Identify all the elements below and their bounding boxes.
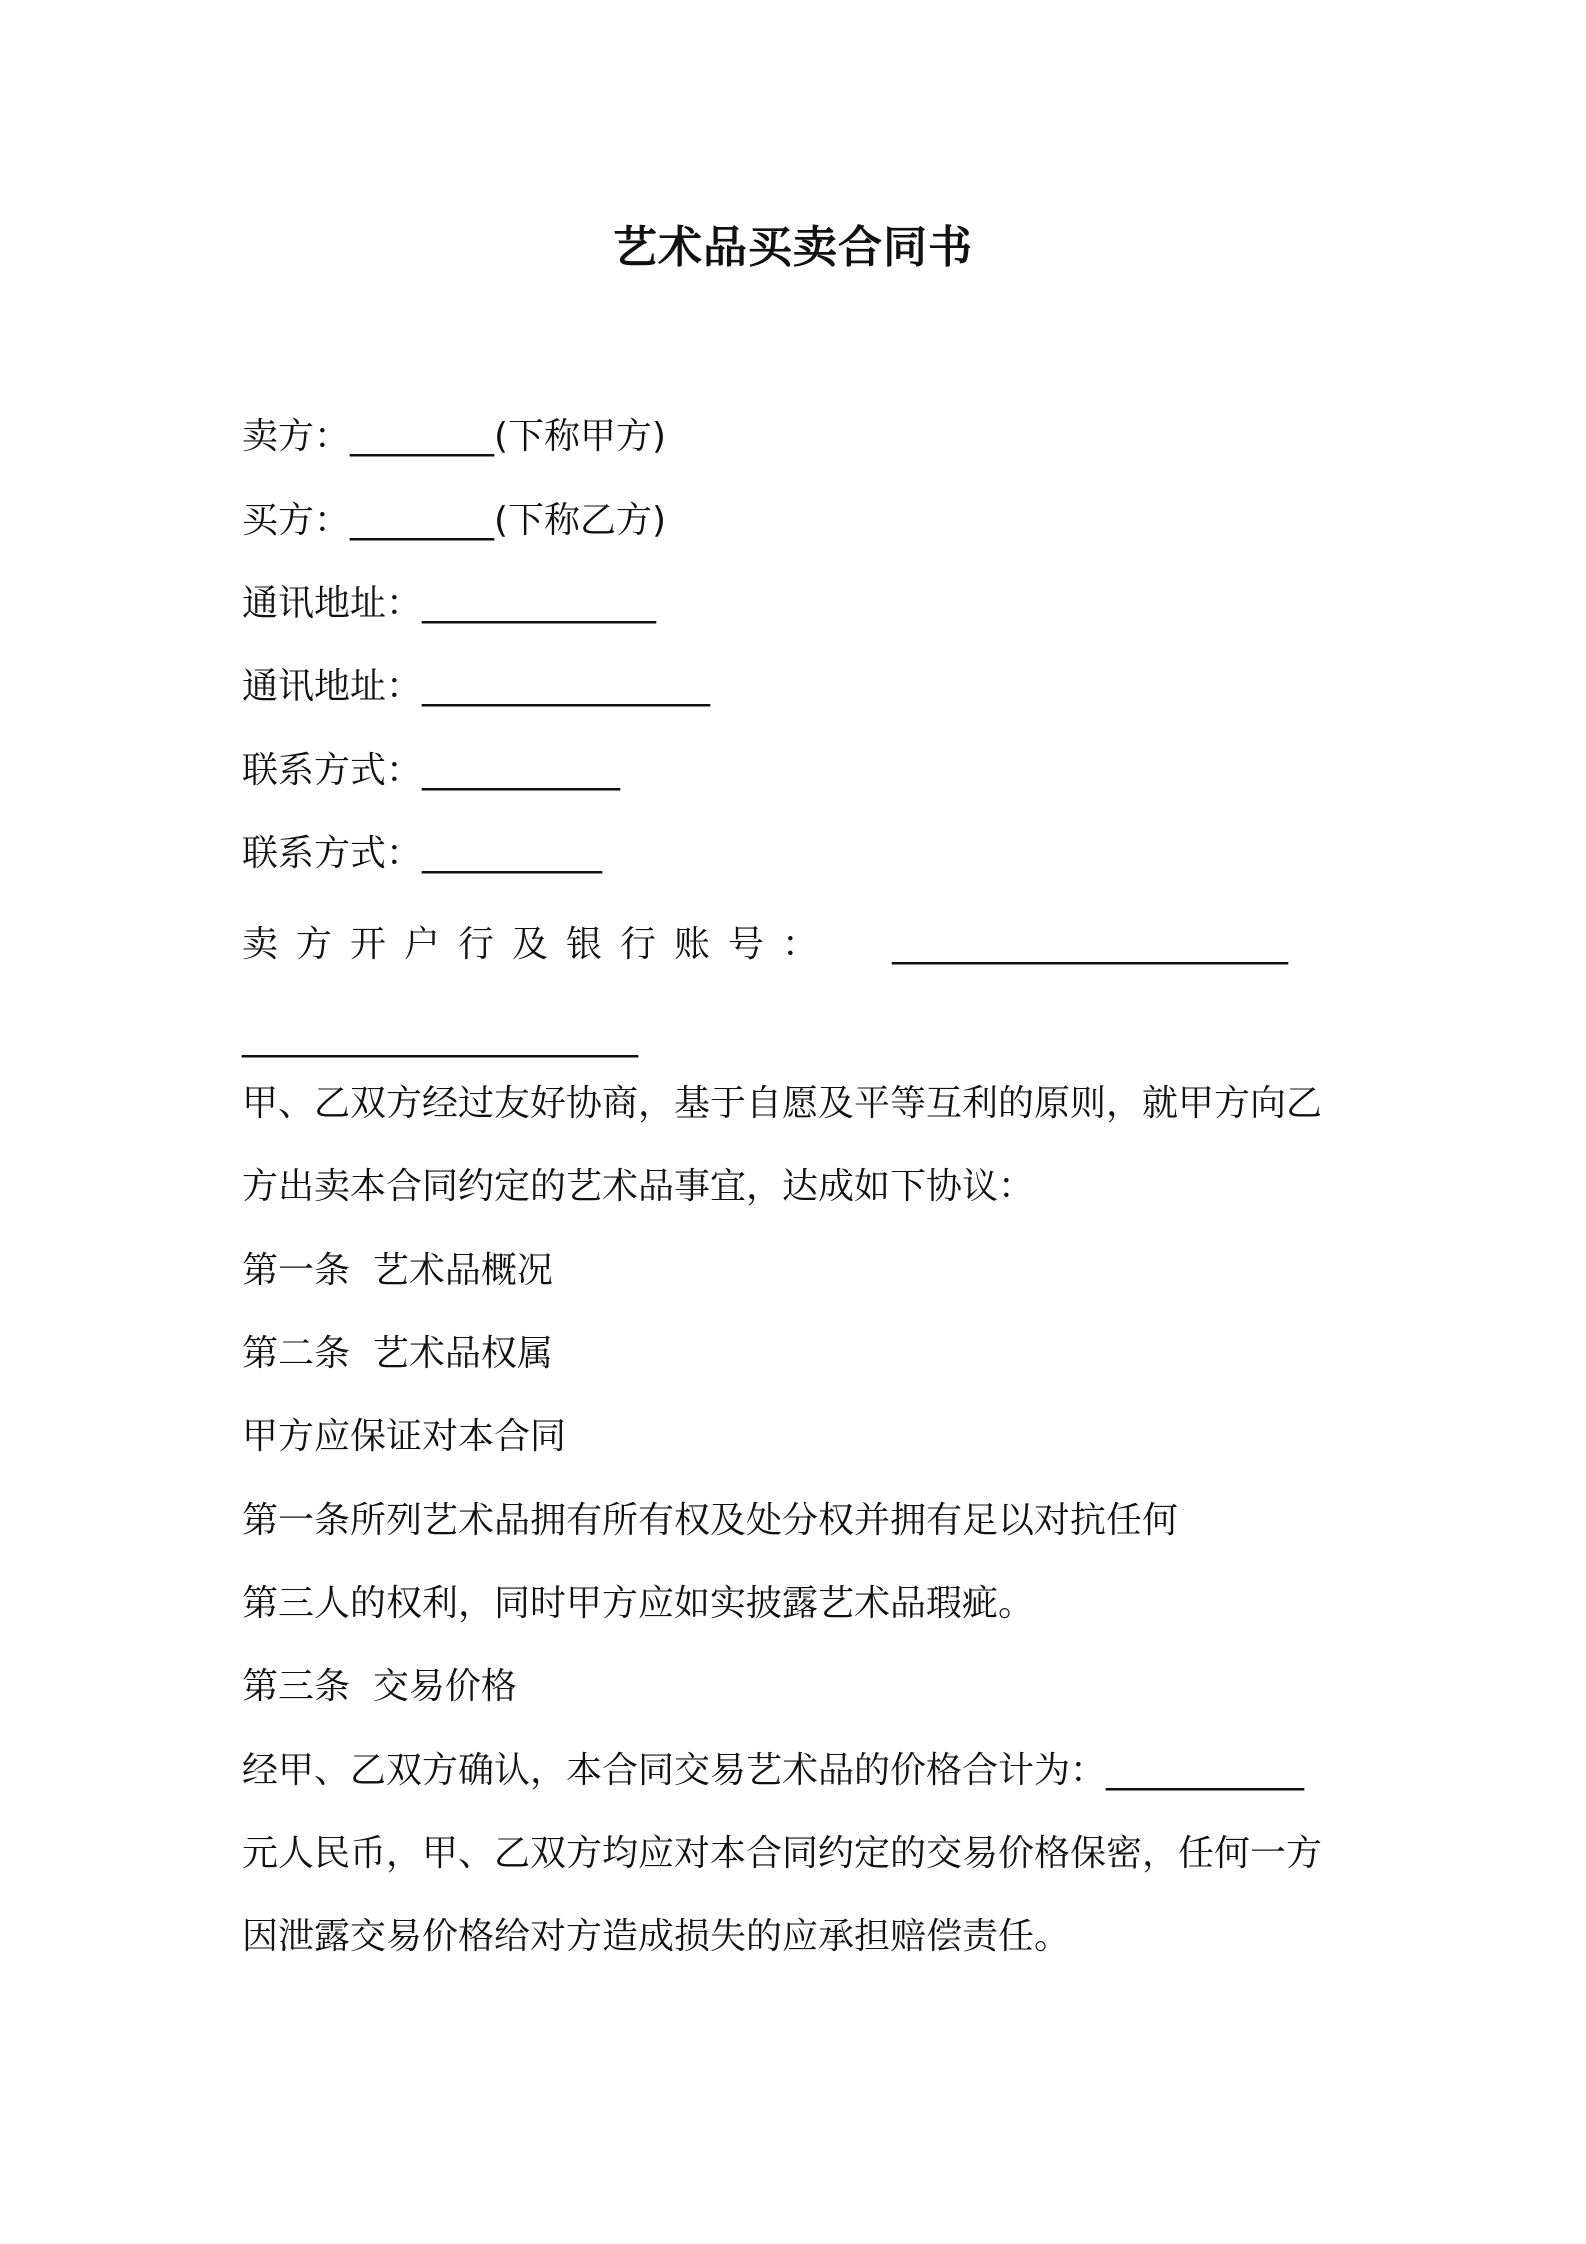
buyer-line: 买方：________(下称乙方): [242, 500, 667, 541]
address-line-1: 通讯地址：_____________: [242, 583, 657, 624]
article-1-heading: 第一条 艺术品概况: [242, 1250, 553, 1291]
article-3-heading: 第三条 交易价格: [242, 1666, 517, 1707]
article-2-text-3: 第三人的权利，同时甲方应如实披露艺术品瑕疵。: [242, 1583, 1035, 1624]
article-2-text-1: 甲方应保证对本合同: [242, 1416, 567, 1457]
preamble-line-1: 甲、乙双方经过友好协商，基于自愿及平等互利的原则，就甲方向乙: [242, 1083, 1323, 1124]
bank-account-label: 卖方开户行及银行账号：: [242, 924, 837, 965]
article-3-text-3: 因泄露交易价格给对方造成损失的应承担赔偿责任。: [242, 1916, 1071, 1957]
contact-line-1: 联系方式：___________: [242, 750, 621, 791]
preamble-line-2: 方出卖本合同约定的艺术品事宜，达成如下协议：: [242, 1166, 1035, 1207]
bank-account-blank-2: ______________________: [242, 1017, 638, 1058]
article-3-text-2: 元人民币，甲、乙双方均应对本合同约定的交易价格保密，任何一方: [242, 1833, 1323, 1874]
contact-line-2: 联系方式：__________: [242, 833, 603, 874]
address-line-2: 通讯地址：________________: [242, 666, 711, 707]
article-3-text-1: 经甲、乙双方确认，本合同交易艺术品的价格合计为：___________: [242, 1750, 1305, 1791]
bank-account-blank-1: ______________________: [892, 924, 1288, 965]
article-2-heading: 第二条 艺术品权属: [242, 1333, 553, 1374]
article-2-text-2: 第一条所列艺术品拥有所有权及处分权并拥有足以对抗任何: [242, 1500, 1179, 1541]
document-title: 艺术品买卖合同书: [613, 222, 973, 273]
seller-line: 卖方：________(下称甲方): [242, 416, 667, 457]
